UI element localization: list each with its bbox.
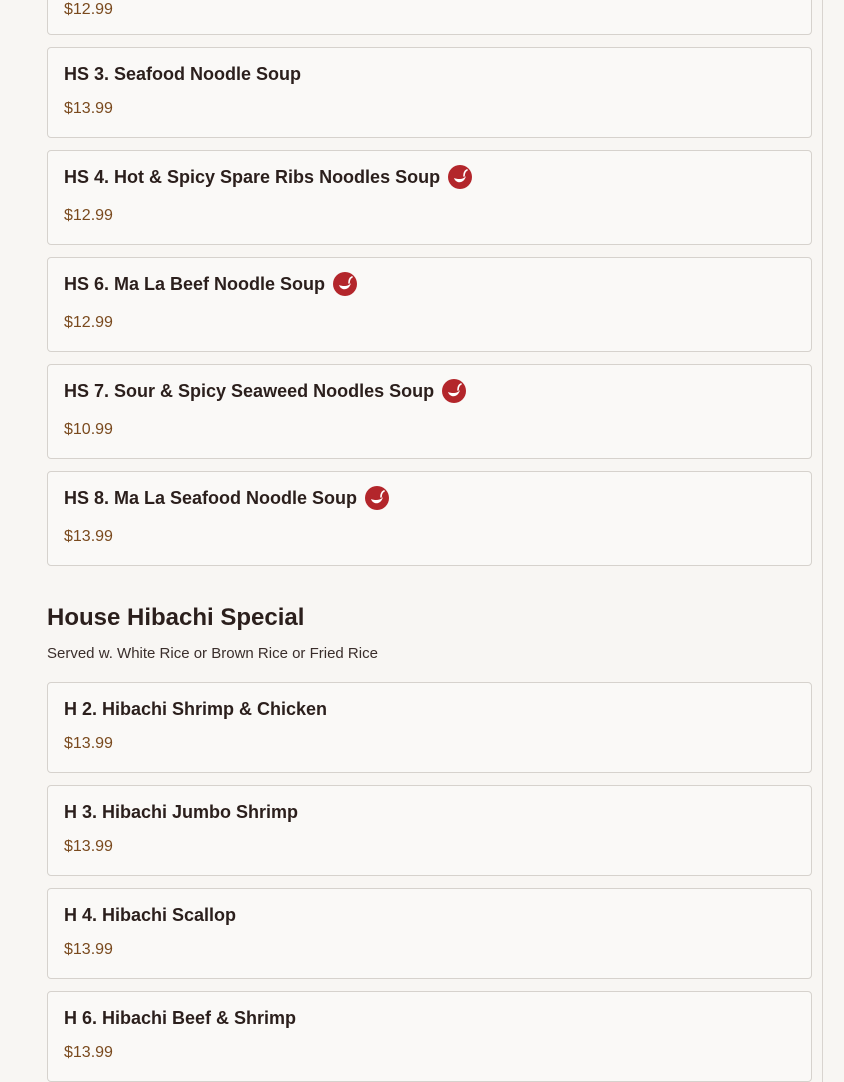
page-right-divider <box>822 0 823 1082</box>
item-price: $12.99 <box>64 1 113 18</box>
section-title: House Hibachi Special <box>47 604 305 631</box>
menu-item-card-h3[interactable] <box>47 785 812 876</box>
item-name-row <box>64 272 357 296</box>
menu-item-card-h2[interactable] <box>47 682 812 773</box>
item-name: H 6. Hibachi Beef & Shrimp <box>64 1008 297 1028</box>
menu-item-card-hs4[interactable] <box>47 150 812 245</box>
item-name: HS 8. Ma La Seafood Noodle Soup <box>64 487 358 508</box>
item-name: H 4. Hibachi Scallop <box>64 905 237 925</box>
item-name-row <box>64 486 389 510</box>
item-name: HS 4. Hot & Spicy Spare Ribs Noodles Soup <box>64 166 441 187</box>
section-description: Served w. White Rice or Brown Rice or Fried Rice <box>47 645 378 662</box>
item-name: HS 7. Sour & Spicy Seaweed Noodles Soup <box>64 380 435 401</box>
menu-item-card-hs6[interactable] <box>47 257 812 352</box>
item-name: H 2. Hibachi Shrimp & Chicken <box>64 699 328 719</box>
item-name-row <box>64 905 236 926</box>
menu-item-card-hs8[interactable] <box>47 471 812 566</box>
item-price: $10.99 <box>64 421 113 438</box>
item-name-row <box>64 64 301 85</box>
item-name-row <box>64 379 466 403</box>
chili-pepper-icon <box>442 379 466 403</box>
item-name: HS 3. Seafood Noodle Soup <box>64 64 302 84</box>
item-price: $13.99 <box>64 838 113 855</box>
menu-item-card-partial[interactable] <box>47 0 812 35</box>
chili-pepper-icon <box>365 486 389 510</box>
item-name-row <box>64 165 472 189</box>
chili-pepper-icon <box>333 272 357 296</box>
item-name-row <box>64 1008 296 1029</box>
item-price: $12.99 <box>64 314 113 331</box>
item-name-row <box>64 699 327 720</box>
menu-item-card-hs7[interactable] <box>47 364 812 459</box>
item-price: $13.99 <box>64 941 113 958</box>
item-price: $12.99 <box>64 207 113 224</box>
menu-item-card-h6[interactable] <box>47 991 812 1082</box>
item-price: $13.99 <box>64 528 113 545</box>
menu-item-card-h4[interactable] <box>47 888 812 979</box>
item-price: $13.99 <box>64 1044 113 1061</box>
chili-pepper-icon <box>448 165 472 189</box>
item-price: $13.99 <box>64 735 113 752</box>
item-name: H 3. Hibachi Jumbo Shrimp <box>64 802 299 822</box>
item-name-row <box>64 802 298 823</box>
item-name: HS 6. Ma La Beef Noodle Soup <box>64 273 326 294</box>
item-price: $13.99 <box>64 100 113 117</box>
menu-item-card-hs3[interactable] <box>47 47 812 138</box>
